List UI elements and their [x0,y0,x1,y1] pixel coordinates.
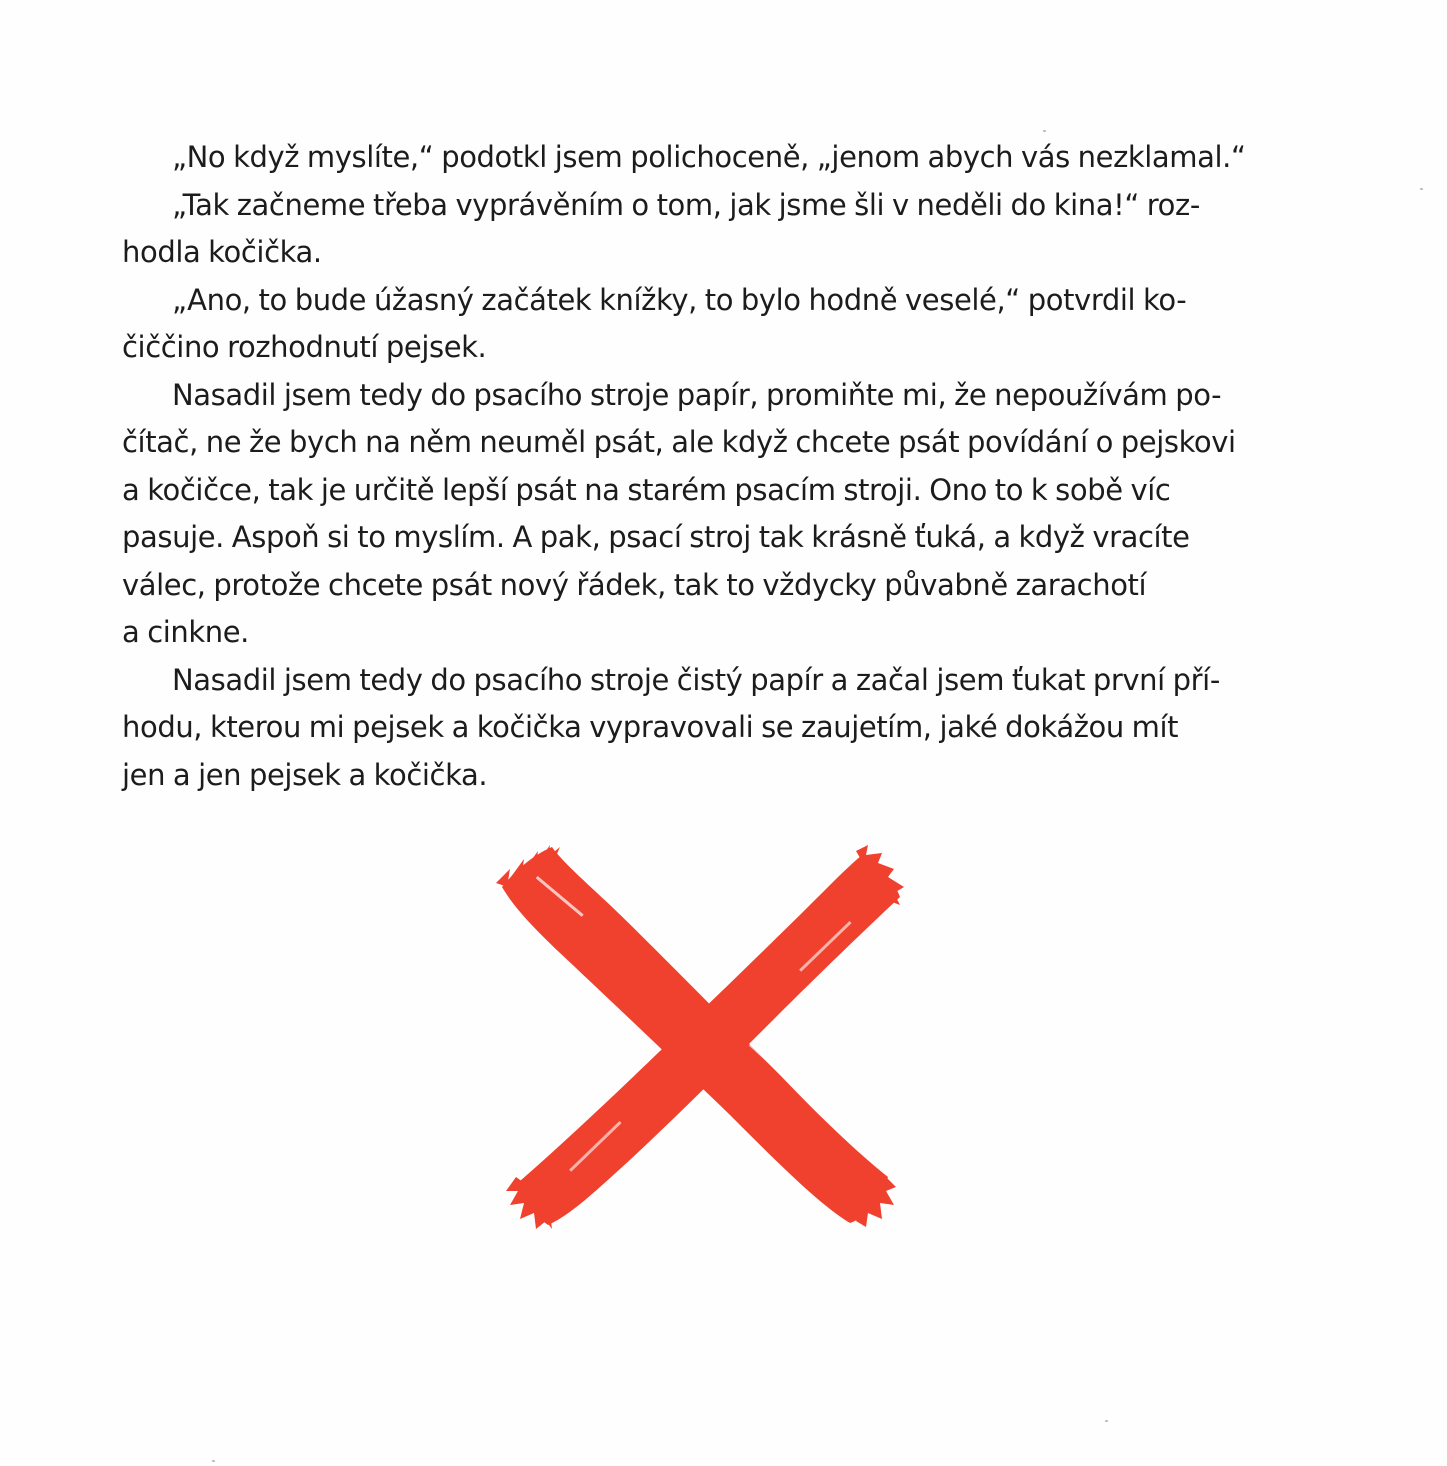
paper-speck [1105,1420,1108,1422]
paragraph-4: Nasadil jsem tedy do psacího stroje papír, promiňte mi, že nepoužívám po- čítač, ne že bych na něm neuměl psát, ale když chcete psát povídání o pejskovi a kočičce, tak je určitě lepší psát na starém psacím stroji. Ono to k sobě víc pasuje. Aspoň si to myslím. A pak, psací stroj tak krásně ťuká, a když vracíte válec, protože chcete psát nový řádek, tak to vždycky půvabně zarachotí a cinkne. [122,377,1236,649]
paragraph-3: „Ano, to bude úžasný začátek knížky, to bylo hodně veselé,“ potvrdil ko- čiččino rozhodnutí pejsek. [122,282,1187,364]
paper-speck [212,1460,215,1462]
body-text [122,134,1319,799]
red-brush-x-mark-icon [490,825,910,1235]
paper-speck [1420,188,1423,190]
paragraph-2: „Tak začneme třeba vyprávěním o tom, jak jsme šli v neděli do kina!“ roz- hodla kočička. [122,187,1200,269]
paragraph-5: Nasadil jsem tedy do psacího stroje čistý papír a začal jsem ťukat první pří- hodu, kterou mi pejsek a kočička vypravovali se zaujetím, jaké dokážou mít jen a jen pejsek a kočička. [122,662,1220,792]
paragraph-1: „No když myslíte,“ podotkl jsem polichoceně, „jenom abych vás nezklamal.“ [172,140,1246,174]
paper-speck [1043,130,1046,132]
